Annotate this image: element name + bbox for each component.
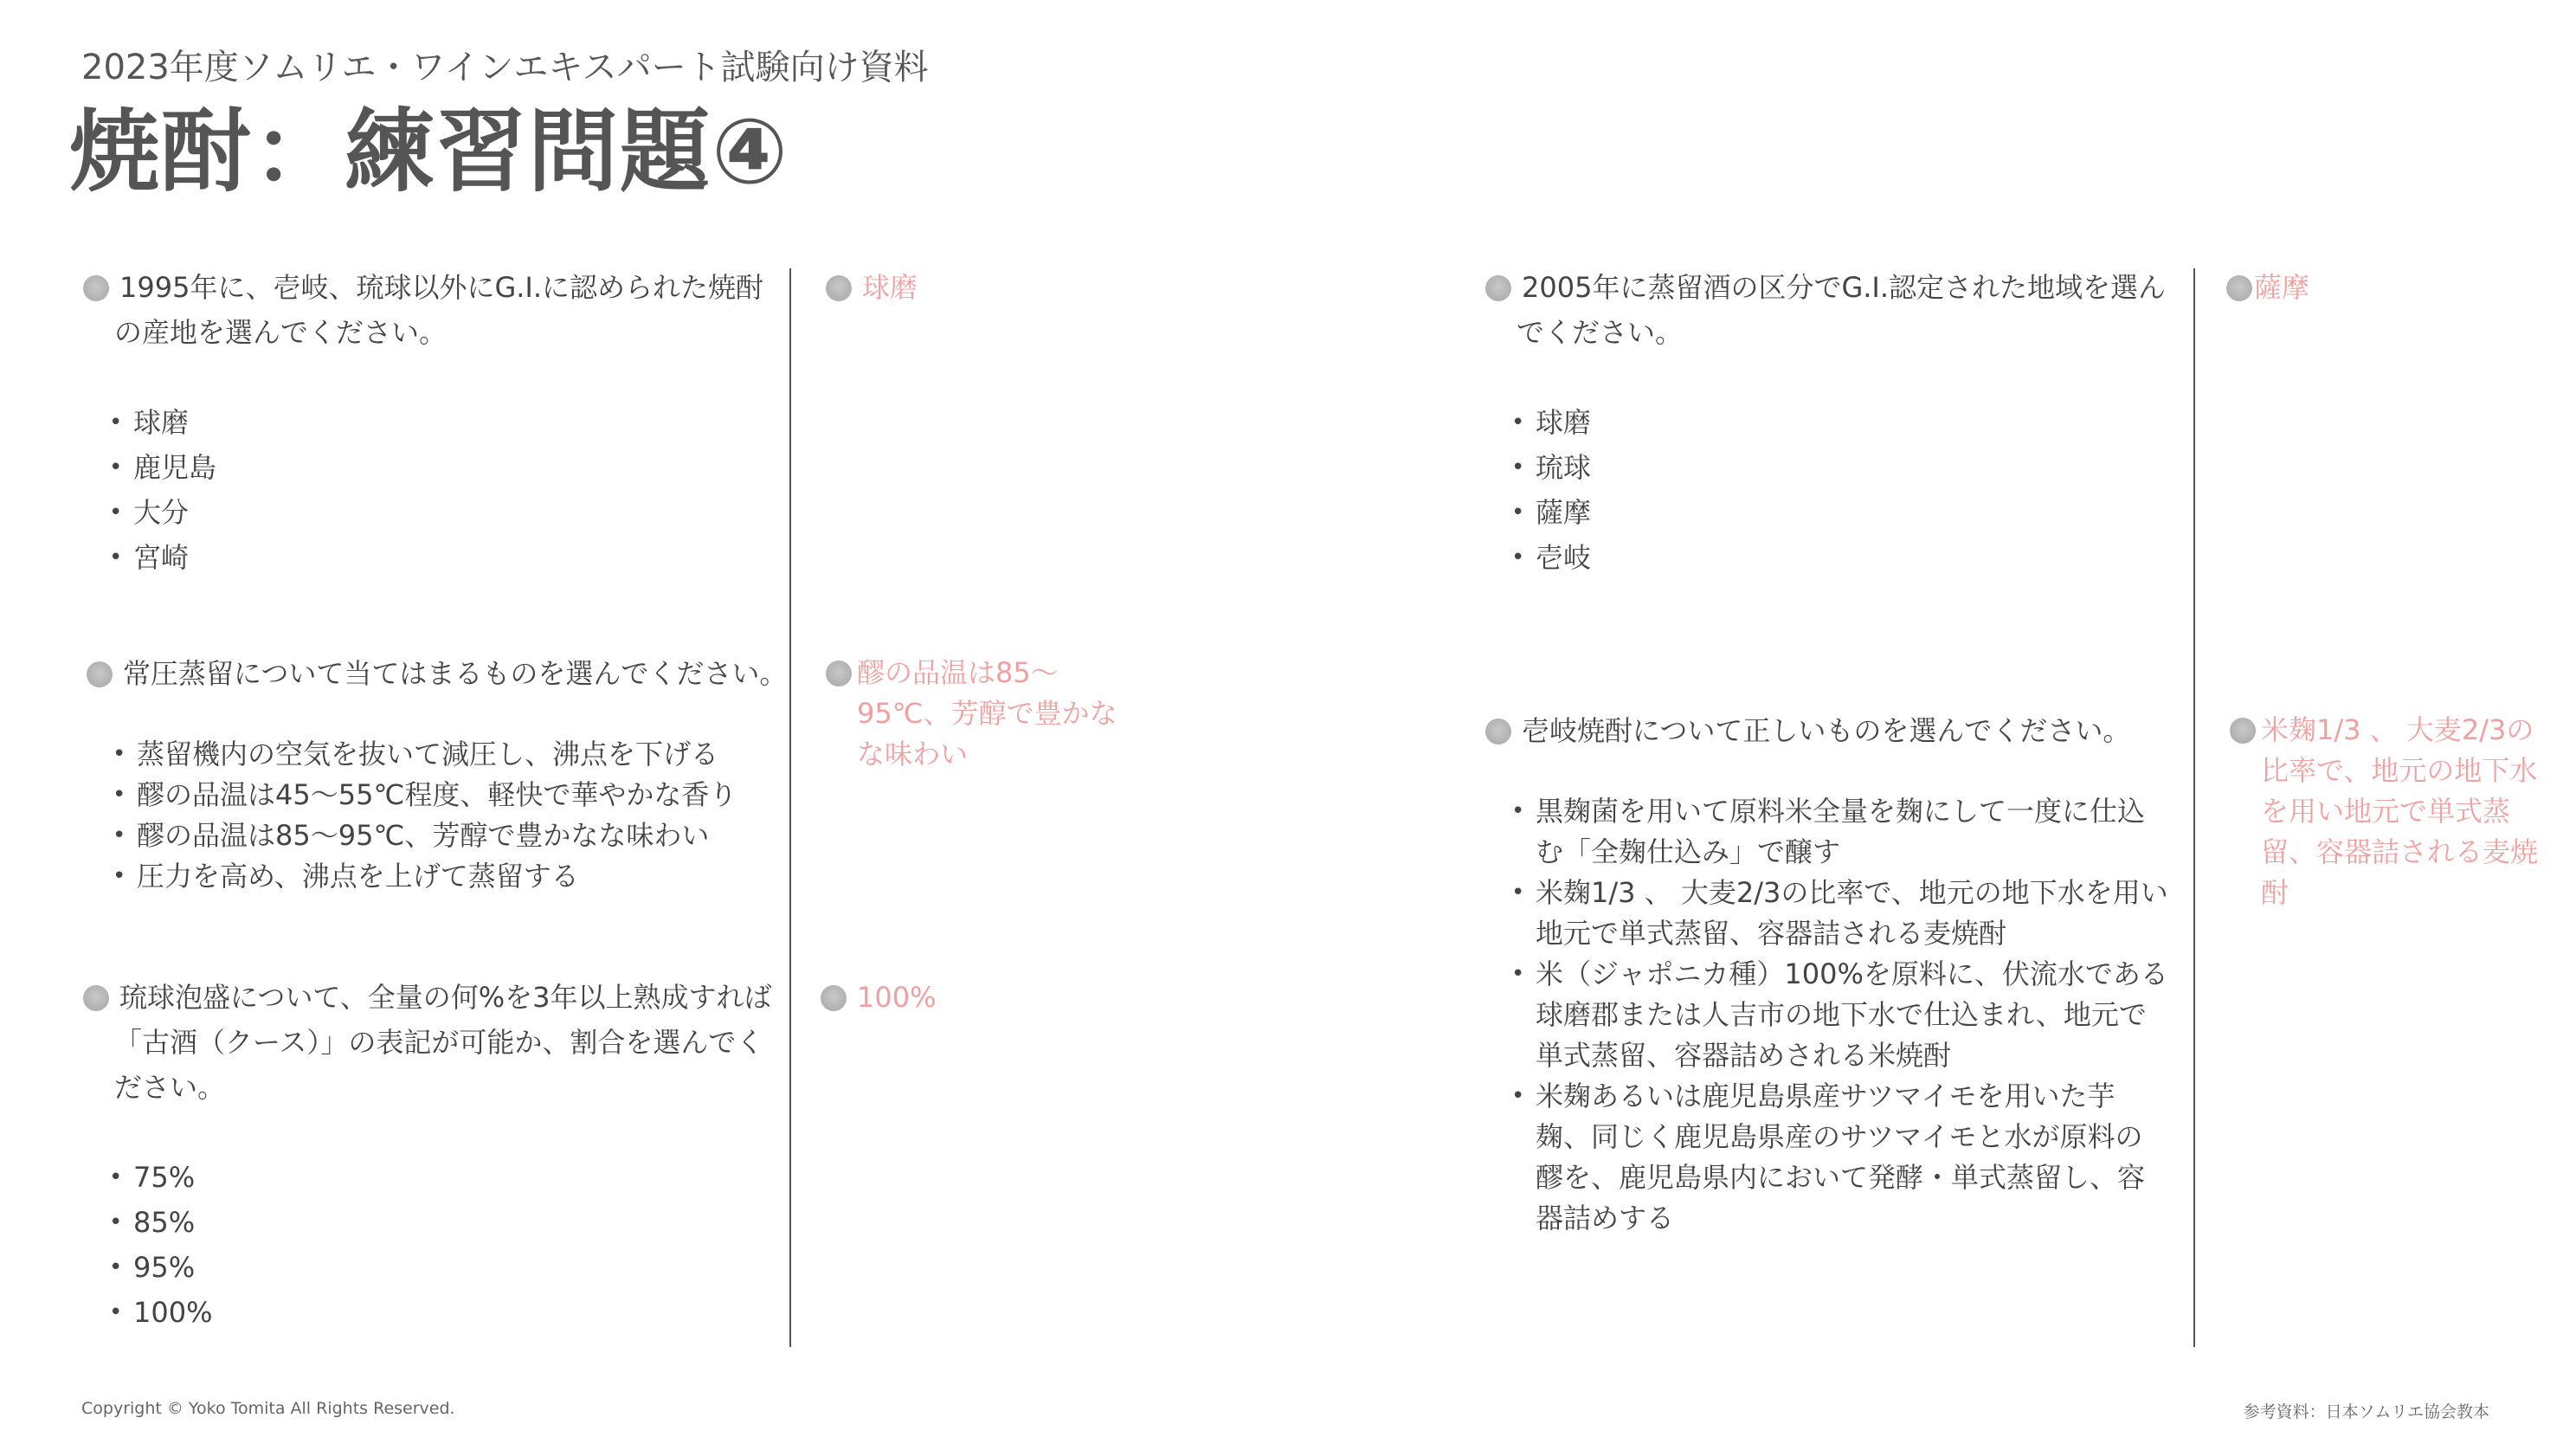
bullet-circle-icon bbox=[826, 275, 852, 301]
option-item: • 薩摩 bbox=[1511, 490, 2178, 535]
bullet-circle-icon bbox=[826, 661, 852, 687]
question-label: 琉球泡盛について、全量の何%を3年以上熟成すれば「古酒（クース）」の表記が可能か、割合を選んでください。 bbox=[114, 981, 772, 1104]
bullet-circle-icon bbox=[821, 985, 847, 1011]
bullet-circle-icon bbox=[83, 985, 109, 1011]
option-item: • 大分 bbox=[109, 490, 776, 535]
options-list bbox=[109, 400, 776, 580]
option-item: • 米麹1/3 、 大麦2/3の比率で、地元の地下水を用い地元で単式蒸留、容器詰される麦焼酎 bbox=[1511, 873, 2169, 954]
options-list bbox=[1511, 400, 2178, 580]
answer-3 bbox=[821, 975, 1132, 1020]
option-item: • 醪の品温は85〜95℃、芳醇で豊かなな味わい bbox=[113, 815, 779, 856]
option-item: • 75% bbox=[109, 1155, 776, 1200]
option-item: • 圧力を高め、沸点を上げて蒸留する bbox=[113, 856, 779, 897]
answer-label: 醪の品温は85〜95℃、芳醇で豊かなな味わい bbox=[857, 656, 1117, 770]
page-title: 焼酎：練習問題④ bbox=[69, 99, 790, 204]
option-item: • 宮崎 bbox=[109, 535, 776, 580]
bullet-circle-icon bbox=[1485, 275, 1511, 301]
option-item: • 米（ジャポニカ種）100%を原料に、伏流水である球磨郡または人吉市の地下水で仕込まれ、地元で単式蒸留、容器詰めされる米焼酎 bbox=[1511, 954, 2169, 1076]
answer-4 bbox=[2226, 265, 2538, 310]
answer-5 bbox=[2230, 710, 2547, 913]
column-divider-left bbox=[789, 268, 791, 1347]
options-list bbox=[113, 734, 779, 897]
bullet-circle-icon bbox=[2230, 718, 2256, 744]
option-item: • 球磨 bbox=[109, 400, 776, 445]
option-item: • 米麹あるいは鹿児島県産サツマイモを用いた芋麹、同じく鹿児島県産のサツマイモと水が原料の醪を、鹿児島県内において発酵・単式蒸留し、容器詰めする bbox=[1511, 1076, 2169, 1239]
option-item: • 鹿児島 bbox=[109, 445, 776, 490]
question-label: 1995年に、壱岐、琉球以外にG.I.に認められた焼酎の産地を選んでください。 bbox=[114, 271, 764, 349]
subtitle: 2023年度ソムリエ・ワインエキスパート試験向け資料 bbox=[81, 48, 929, 87]
answer-2 bbox=[826, 653, 1143, 775]
question-text bbox=[83, 975, 776, 1110]
bullet-circle-icon bbox=[2226, 275, 2252, 301]
question-label: 2005年に蒸留酒の区分でG.I.認定された地域を選んでください。 bbox=[1517, 271, 2167, 349]
question-text bbox=[1485, 708, 2178, 753]
bullet-circle-icon bbox=[1485, 719, 1511, 745]
question-text bbox=[83, 265, 776, 355]
option-item: • 球磨 bbox=[1511, 400, 2178, 445]
answer-label: 球磨 bbox=[862, 271, 918, 304]
option-item: • 95% bbox=[109, 1245, 776, 1290]
question-label: 壱岐焼酎について正しいものを選んでください。 bbox=[1522, 714, 2131, 747]
option-item: • 黒麹菌を用いて原料米全量を麹にして一度に仕込む「全麹仕込み」で醸す bbox=[1511, 791, 2169, 873]
answer-label: 米麹1/3 、 大麦2/3の比率で、地元の地下水を用い地元で単式蒸留、容器詰される麦焼酎 bbox=[2261, 713, 2539, 909]
question-block-1 bbox=[83, 265, 776, 580]
answer-label: 薩摩 bbox=[2254, 271, 2310, 304]
reference-text: 参考資料：日本ソムリエ協会教本 bbox=[2243, 1402, 2489, 1421]
option-item: • 100% bbox=[109, 1290, 776, 1335]
column-divider-right bbox=[2193, 268, 2195, 1347]
question-label: 常圧蒸留について当てはまるものを選んでください。 bbox=[123, 657, 788, 690]
bullet-circle-icon bbox=[87, 661, 113, 687]
options-list bbox=[109, 1155, 776, 1335]
bullet-circle-icon bbox=[83, 275, 109, 301]
question-block-3 bbox=[83, 975, 776, 1335]
option-item: • 壱岐 bbox=[1511, 535, 2178, 580]
question-text bbox=[87, 651, 788, 696]
option-item: • 蒸留機内の空気を抜いて減圧し、沸点を下げる bbox=[113, 734, 779, 775]
option-item: • 85% bbox=[109, 1200, 776, 1245]
question-block-2 bbox=[87, 651, 788, 897]
option-item: • 琉球 bbox=[1511, 445, 2178, 490]
question-block-4 bbox=[1485, 265, 2178, 580]
option-item: • 醪の品温は45〜55℃程度、軽快で華やかな香り bbox=[113, 775, 779, 815]
answer-label: 100% bbox=[857, 981, 937, 1014]
copyright-text: Copyright © Yoko Tomita All Rights Reserved. bbox=[81, 1399, 455, 1418]
options-list bbox=[1511, 791, 2169, 1239]
answer-1 bbox=[826, 265, 1137, 310]
question-block-5 bbox=[1485, 708, 2178, 1239]
question-text bbox=[1485, 265, 2178, 355]
